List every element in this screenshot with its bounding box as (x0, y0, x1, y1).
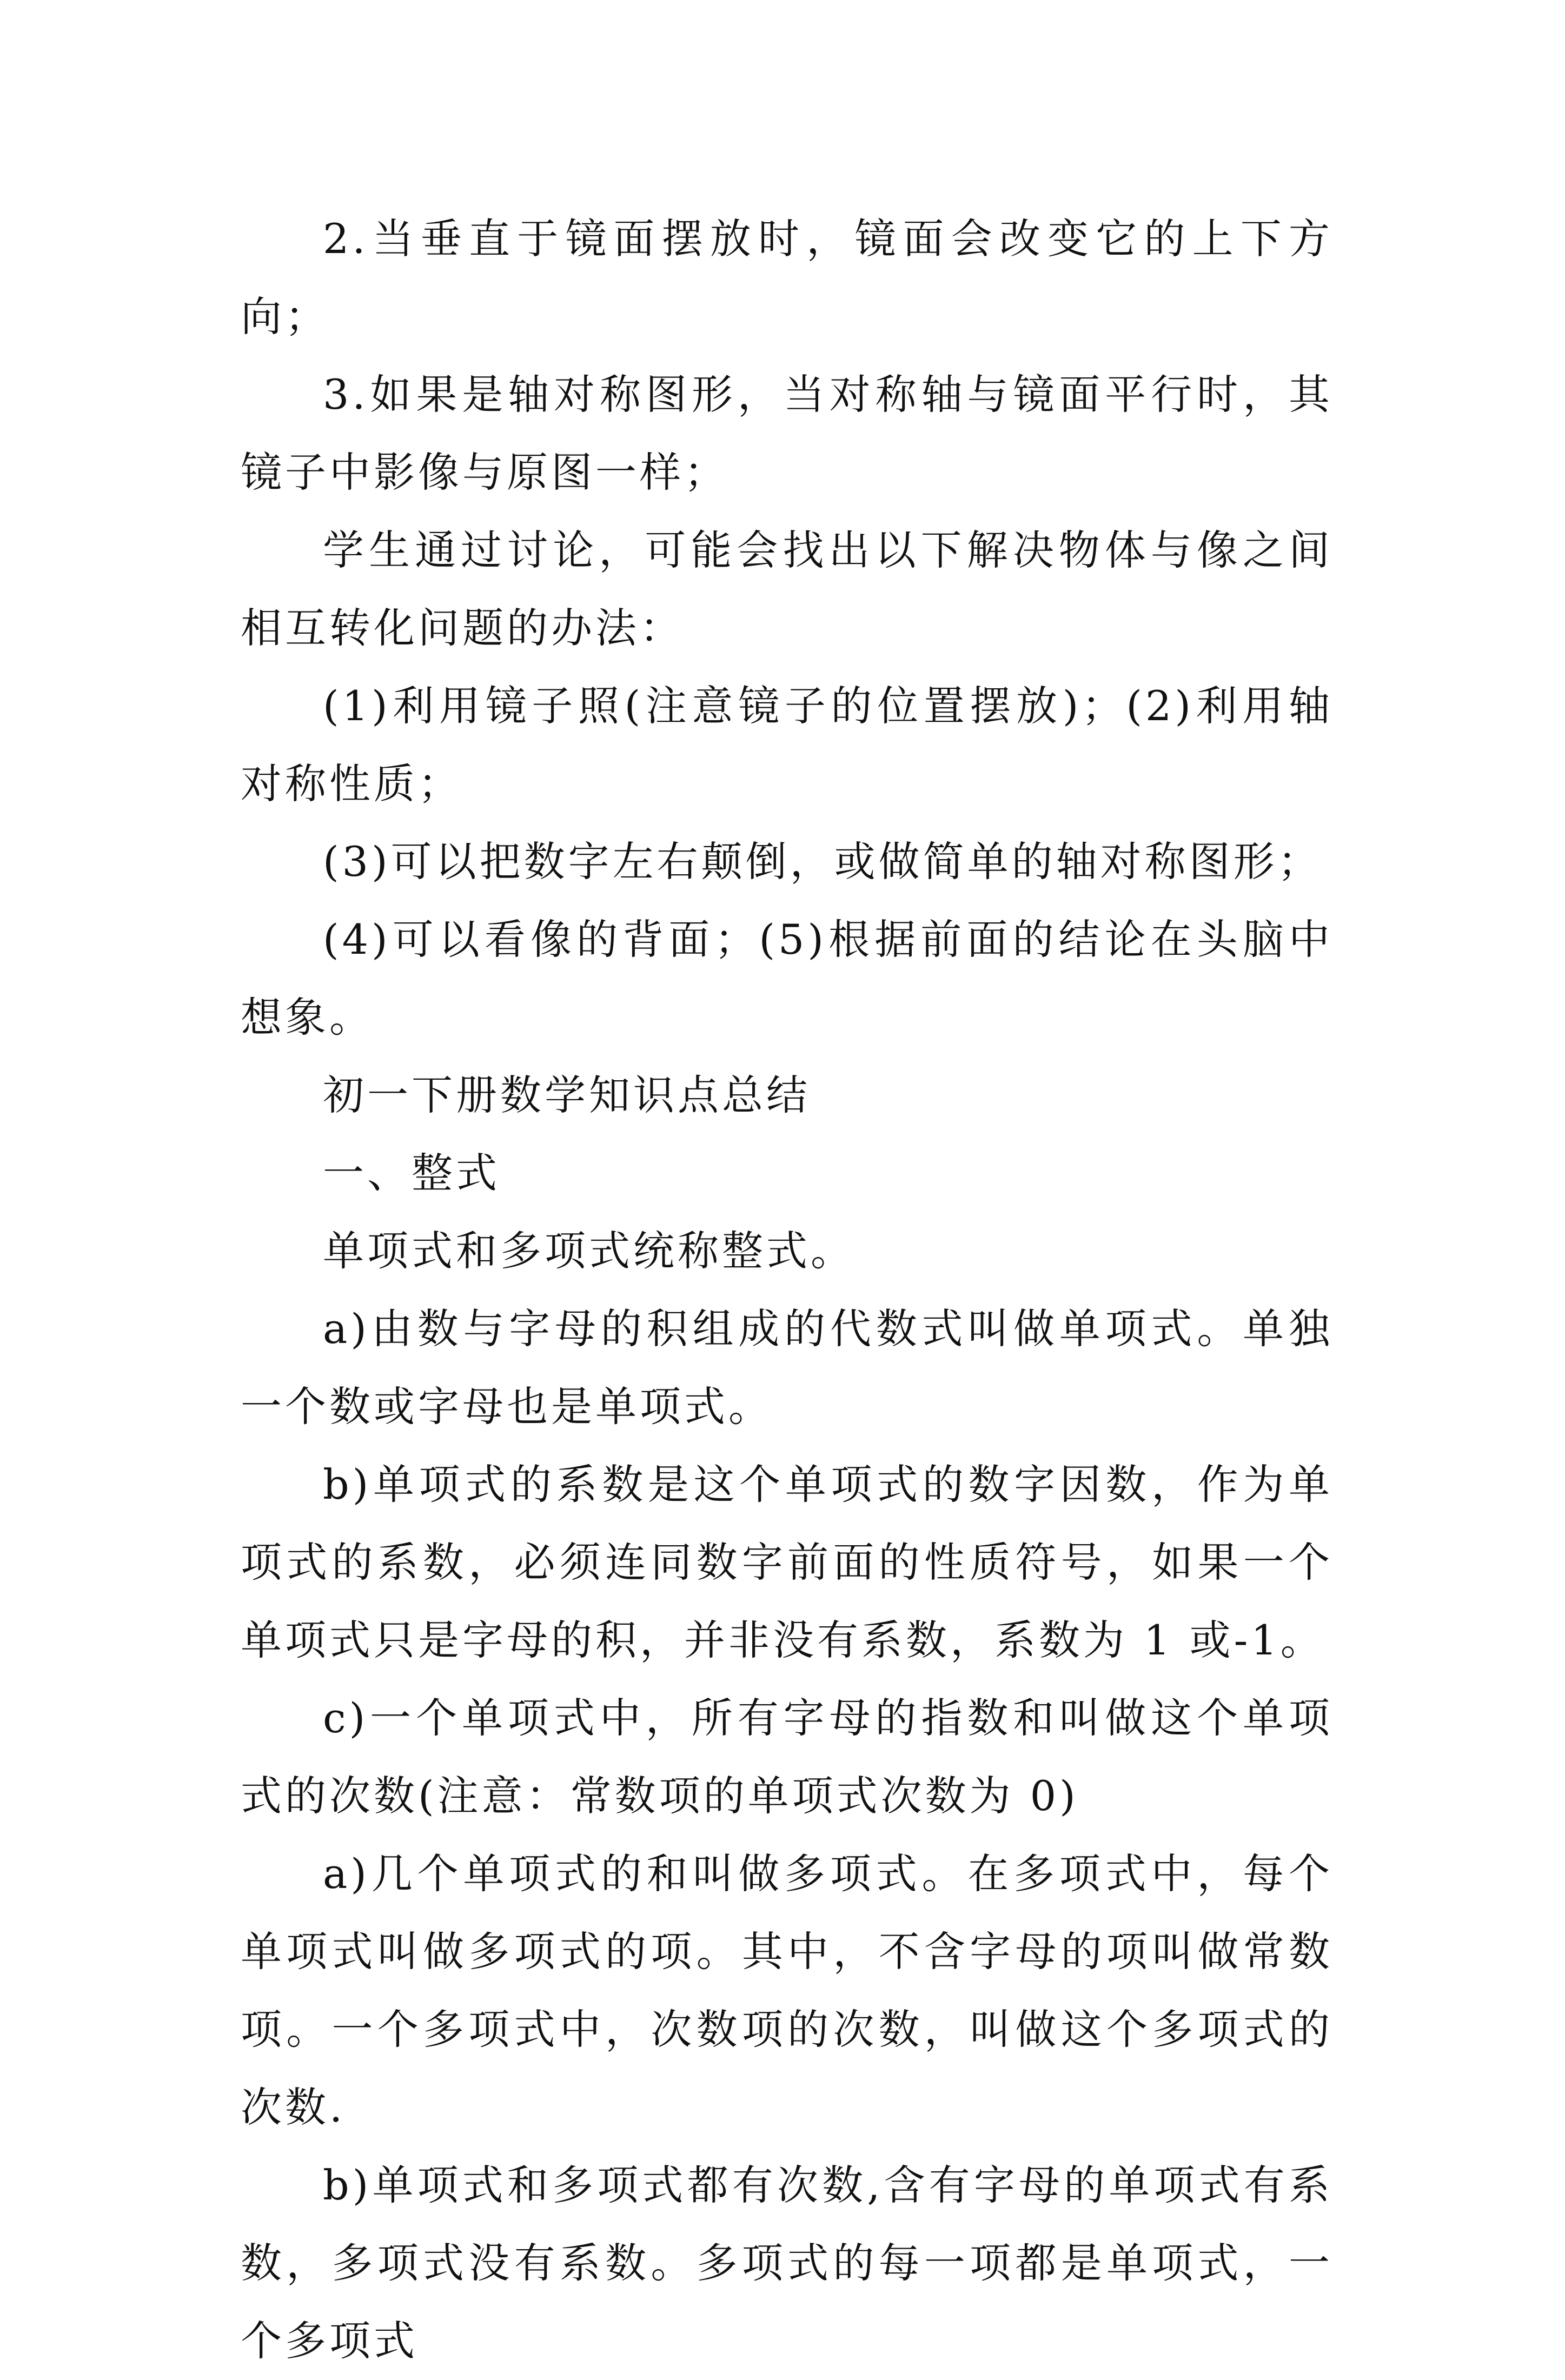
paragraph-integral-expression: 单项式和多项式统称整式。 (323, 1227, 855, 1275)
paragraph-polynomial-definition: a)几个单项式的和叫做多项式。在多项式中，每个单项式叫做多项式的项。其中，不含字母的项叫做常数项。一个多项式中，次数项的次数，叫做这个多项式的次数. (241, 1850, 1333, 2131)
paragraph-mirror-vertical: 2.当垂直于镜面摆放时，镜面会改变它的上下方向； (241, 215, 1333, 341)
paragraph-polynomial-degree: b)单项式和多项式都有次数,含有字母的单项式有系数，多项式没有系数。多项式的每一项都是单项式，一个多项式 (241, 2161, 1333, 2365)
paragraph-monomial-definition: a)由数与字母的积组成的代数式叫做单项式。单独一个数或字母也是单项式。 (241, 1305, 1333, 1431)
paragraph-discussion-intro: 学生通过讨论，可能会找出以下解决物体与像之间相互转化问题的办法： (241, 526, 1333, 652)
paragraph-method-3: (3)可以把数字左右颠倒，或做简单的轴对称图形； (323, 837, 1322, 886)
paragraph-monomial-coefficient: b)单项式的系数是这个单项式的数字因数，作为单项式的系数，必须连同数字前面的性质符号，如果一个单项式只是字母的积，并非没有系数，系数为 1 或-1。 (241, 1460, 1333, 1664)
paragraph-method-1-2: (1)利用镜子照(注意镜子的位置摆放)；(2)利用轴对称性质； (241, 682, 1333, 808)
paragraph-monomial-degree: c)一个单项式中，所有字母的指数和叫做这个单项式的次数(注意：常数项的单项式次数为 0) (241, 1694, 1333, 1820)
subsection-heading: 一、整式 (323, 1149, 500, 1197)
document-body (241, 200, 1333, 2380)
paragraph-axis-symmetric: 3.如果是轴对称图形，当对称轴与镜面平行时，其镜子中影像与原图一样； (241, 370, 1333, 496)
paragraph-method-4-5: (4)可以看像的背面；(5)根据前面的结论在头脑中想象。 (241, 915, 1333, 1041)
section-title: 初一下册数学知识点总结 (323, 1071, 811, 1119)
